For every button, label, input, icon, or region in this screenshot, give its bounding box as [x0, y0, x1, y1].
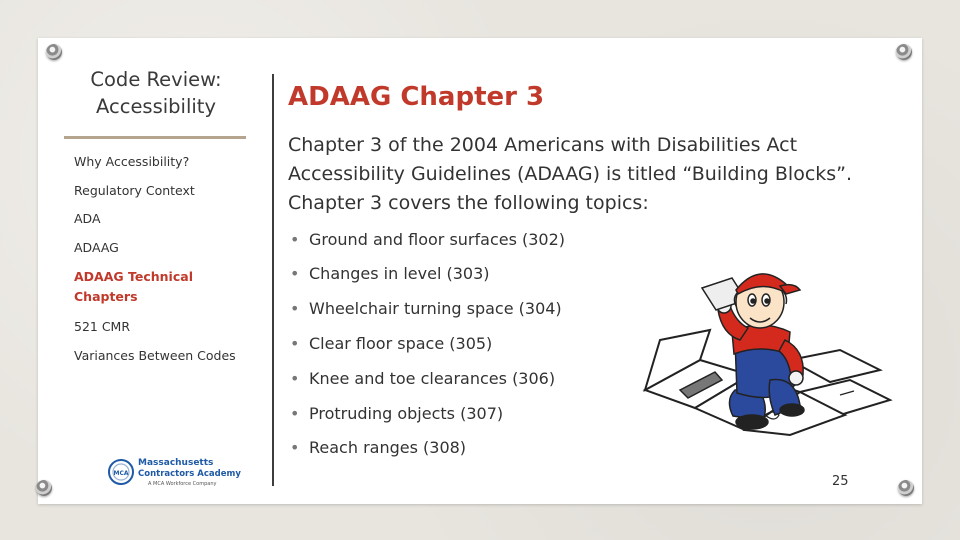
topic-label: Changes in level (303): [309, 264, 490, 283]
nav-item-adaag[interactable]: ADAAG: [74, 240, 119, 255]
topic-label: Protruding objects (307): [309, 404, 504, 423]
bullet-icon: •: [290, 299, 300, 318]
intro-paragraph: Chapter 3 of the 2004 Americans with Disabilities Act Accessibility Guidelines (ADAAG) is titled “Building Blocks”. Chapter 3 covers the following topics:: [288, 134, 853, 214]
topic-label: Reach ranges (308): [309, 438, 467, 457]
bullet-icon: •: [290, 369, 300, 388]
bullet-icon: •: [290, 334, 300, 353]
nav-item-ada[interactable]: ADA: [74, 211, 101, 226]
vertical-divider: [272, 74, 274, 486]
page-number: 25: [832, 474, 849, 489]
svg-text:MCA: MCA: [113, 470, 129, 477]
sidebar-divider: [64, 136, 246, 139]
list-item: [290, 226, 565, 254]
bullet-icon: •: [290, 404, 300, 423]
pin-icon: [898, 480, 914, 496]
topic-label: Clear floor space (305): [309, 334, 493, 353]
list-item: [290, 260, 490, 288]
logo-name-line1: Massachusetts: [138, 458, 214, 468]
pin-icon: [36, 480, 52, 496]
nav-item-regulatory-context[interactable]: Regulatory Context: [74, 183, 195, 198]
contractors-academy-logo: [108, 454, 241, 490]
list-item: [290, 330, 492, 358]
bullet-icon: •: [290, 264, 300, 283]
bullet-icon: •: [290, 438, 300, 457]
logo-name-line2: Contractors Academy: [138, 469, 241, 479]
list-item: [290, 400, 503, 428]
list-item: [290, 434, 466, 462]
sidebar-title: [66, 66, 246, 120]
pin-icon: [46, 44, 62, 60]
tile-worker-illustration: [640, 240, 895, 435]
sidebar-title-line2: Accessibility: [96, 95, 216, 118]
list-item: [290, 365, 555, 393]
page-title: ADAAG Chapter 3: [288, 82, 545, 112]
topic-label: Wheelchair turning space (304): [309, 299, 562, 318]
nav-item-variances-between-codes[interactable]: Variances Between Codes: [74, 348, 236, 363]
nav-item-adaag-technical-chapters[interactable]: ADAAG Technical Chapters: [74, 269, 193, 304]
sidebar-title-line1: Code Review:: [90, 68, 222, 91]
pin-icon: [896, 44, 912, 60]
nav-item-why-accessibility[interactable]: Why Accessibility?: [74, 154, 190, 169]
topic-label: Knee and toe clearances (306): [309, 369, 556, 388]
bullet-icon: •: [290, 230, 300, 249]
list-item: [290, 295, 562, 323]
nav-item-521-cmr[interactable]: 521 CMR: [74, 319, 131, 334]
logo-tagline: A MCA Workforce Company: [148, 481, 217, 487]
topic-label: Ground and floor surfaces (302): [309, 230, 566, 249]
